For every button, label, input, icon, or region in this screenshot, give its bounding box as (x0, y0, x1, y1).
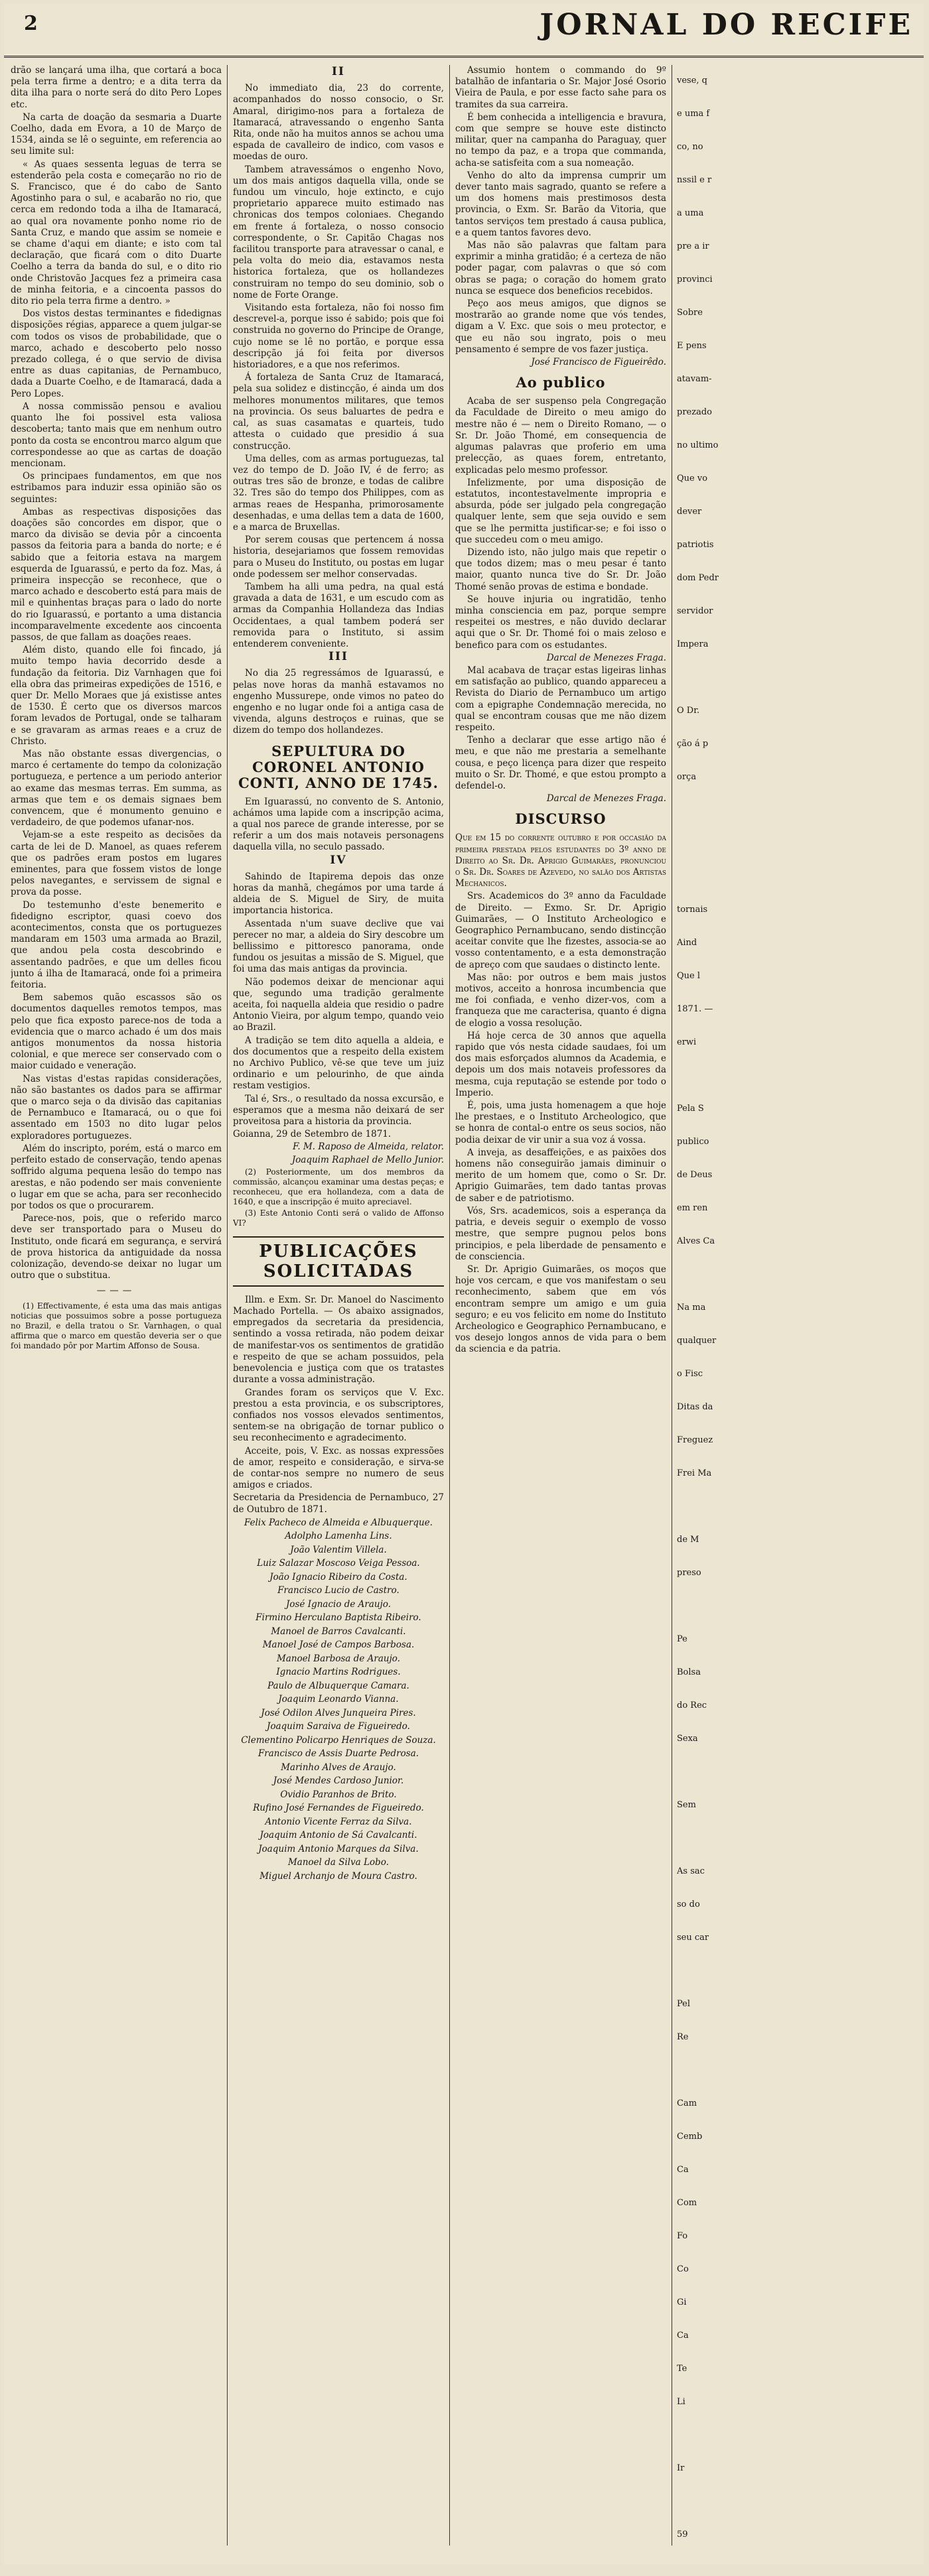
signature: José Francisco de Figueirêdo. (531, 357, 666, 368)
article-paragraph: Que em 15 do corrente outubro e por occasião da primeira prestada pelos estudantes do 3º anno de Direito ao Sr. Dr. Aprigio Guimarães, pronunciou o Sr. Dr. Soares de Azevedo, no salão dos Artistas Mechanicos. (455, 832, 666, 889)
article-paragraph: Dos vistos destas terminantes e fidedignas disposições régias, apparece a quem julgar-se com todos os visos de probabilidade, que o marco, achado e descoberto pelo nosso prezado collega, é o que servio de divisa entre as duas capitanias, de Pernambuco, dada a Duarte Coelho, e de Itamaracá, dada a Pero Lopes. (11, 308, 222, 399)
cropped-text-fragment: Fo (677, 2231, 688, 2241)
signatory-name: Luiz Salazar Moscoso Veiga Pessoa. (257, 1558, 420, 1569)
article-paragraph: Vejam-se a este respeito as decisões da carta de lei de D. Manoel, as quaes referem que os padrões eram postos em lugares eminentes, para que fossem vistos de longe pelos navegantes, e servissem de signal e prova da posse. (11, 830, 222, 898)
section-number: IV (330, 853, 347, 867)
article-paragraph: Assentada n'um suave declive que vai perecer no mar, a aldeia do Siry descobre um bellissimo e pittoresco panorama, onde fundou os jesuitas a missão de S. Miguel, que foi uma das mais antigas da provincia. (233, 918, 444, 975)
article-paragraph: Tambem ha alli uma pedra, na qual está gravada a data de 1631, e um escudo com as armas da Companhia Hollandeza das Indias Occidentaes, a qual tambem poderá ser removida para o Instituto, si assim entenderem conveniente. (233, 581, 444, 649)
section-heading: SEPULTURA DO CORONEL ANTONIO CONTI, ANNO DE 1745. (238, 742, 439, 791)
article-paragraph: Grandes foram os serviços que V. Exc. prestou a esta provincia, e os subscriptores, confiados nos vossos elevados sentimentos, sentem-se na obrigação de tornar publico o seu reconhecimento e agradecimento. (233, 1387, 444, 1444)
cropped-text-fragment: Cemb (677, 2132, 703, 2142)
article-paragraph: Peço aos meus amigos, que dignos se mostrarão ao grande nome que vós tendes, digam a V. Exc. que sois o meu protector, e que eu não sou ingrato, pois o meu pensamento é sempre de vos fazer justiça. (455, 298, 666, 355)
signatory-name: Francisco de Assis Duarte Pedrosa. (257, 1748, 419, 1760)
article-paragraph: No dia 25 regressámos de Iguarassú, e pelas nove horas da manhã estavamos no engenho Mussurepe, onde vimos no pateo do engenho e no lugar onde foi a antiga casa de vivenda, alguns destroços e ruinas, que se dizem do tempo dos hollandezes. (233, 668, 444, 736)
article-paragraph: Acaba de ser suspenso pela Congregação da Faculdade de Direito o meu amigo do mestre não é — nem o Direito Romano, — o Sr. Dr. João Thomé, em consequencia de algumas palavras que proferio em uma prelecção, as quaes forem, entretanto, explicadas pelo mesmo professor. (455, 396, 666, 476)
signatory-name: Joaquim Antonio de Sá Cavalcanti. (259, 1830, 417, 1841)
section-heading: Ao publico (516, 374, 606, 391)
dateline: Goianna, 29 de Setembro de 1871. (233, 1129, 392, 1140)
cropped-text-fragment (677, 2055, 916, 2087)
signatory-name: Joaquim Leonardo Vianna. (278, 1694, 399, 1705)
section-heading: DISCURSO (515, 810, 607, 828)
cropped-text-fragment: de M (677, 1535, 699, 1545)
signatory-name: José Ignacio de Araujo. (286, 1598, 391, 1610)
signatory-name: Joaquim Antonio Marques da Silva. (258, 1843, 419, 1854)
cropped-text-fragment: provinci (677, 275, 713, 285)
signatory-name: João Valentim Villela. (290, 1544, 387, 1555)
column-rule (449, 65, 450, 2545)
article-paragraph: Tenho a declarar que esse artigo não é meu, e que não me prestaria a semelhante cousa, e peço licença para dizer que respeito muito o Sr. Dr. Thomé, e que estou prompto a defendel-o. (455, 735, 666, 791)
column-4-cropped (677, 65, 916, 2553)
cropped-text-fragment: Ir (677, 2463, 685, 2473)
cropped-text-fragment: Li (677, 2397, 685, 2407)
cropped-text-fragment: a uma (677, 208, 704, 218)
cropped-text-fragment (677, 1060, 916, 1092)
article-paragraph: Acceite, pois, V. Exc. as nossas expressões de amor, respeito e consideração, e sirva-se de contar-nos sempre no numero de seus amigos e criados. (233, 1445, 444, 1491)
cropped-text-fragment: de Deus (677, 1170, 713, 1180)
cropped-text-fragment (677, 1955, 916, 1987)
signatory-name: Joaquim Saraiva de Figueiredo. (267, 1721, 410, 1732)
cropped-text-fragment: dom Pedr (677, 573, 719, 583)
newspaper-title: JORNAL DO RECIFE (539, 8, 913, 42)
cropped-text-fragment: so do (677, 1900, 700, 1909)
signatory-name: José Odilon Alves Junqueira Pires. (261, 1707, 416, 1718)
cropped-text-fragment: erwi (677, 1037, 697, 1047)
cropped-text-fragment: no ultimo (677, 440, 719, 450)
article-paragraph: Uma delles, com as armas portuguezas, tal vez do tempo de D. João IV, é de ferro; as outras tres são de bronze, e todas de calibre 32. Tres são do tempo dos Philippes, com as armas reaes de Hespanha, primorosamente desenhadas, e uma dellas tem a data de 1600, e a marca de Bruxellas. (233, 453, 444, 533)
article-paragraph: Venho do alto da imprensa cumprir um dever tanto mais sagrado, quanto se refere a um dos homens mais prestimosos desta provincia, o Exm. Sr. Barão da Vitoria, que tantos serviços tem prestado á causa publica, e a quem tantos favores devo. (455, 170, 666, 238)
signatory-name: Adolpho Lamenha Lins. (285, 1531, 392, 1542)
signatory-name: Marinho Alves de Araujo. (281, 1762, 396, 1773)
cropped-text-fragment: Bolsa (677, 1667, 701, 1677)
cropped-text-fragment: Sobre (677, 308, 703, 318)
signatory-name: José Mendes Cardoso Junior. (273, 1775, 404, 1787)
column-2 (233, 65, 444, 2553)
signatory-name: Antonio Vicente Ferraz da Silva. (265, 1816, 412, 1827)
cropped-text-fragment: Impera (677, 639, 709, 649)
article-paragraph: Á fortaleza de Santa Cruz de Itamaracá, pela sua solidez e distincção, é ainda um dos melhores monumentos militares, que temos na provincia. Os seus baluartes de pedra e cal, as suas casamatas e quarteis, tudo attesta o cuidado que presidio á sua construcção. (233, 372, 444, 452)
article-paragraph: A nossa commissão pensou e avaliou quanto lhe foi possivel esta valiosa descoberta; tanto mais que em nenhum outro ponto da costa se encontrou marco algum que correspondesse ao que as cartas de doação mencionam. (11, 401, 222, 469)
column-rule (227, 65, 228, 2545)
article-paragraph: Srs. Academicos do 3º anno da Faculdade de Direito. — Exmo. Sr. Dr. Aprigio Guimarães, — O Instituto Archeologico e Geographico Pernambucano, sendo distincção aceitar convite que lhe fizestes, associa-se ao vosso contentamento, e a esta demonstração de apreço com que saudaes o distincto lente. (455, 891, 666, 970)
article-paragraph: Há hoje cerca de 30 annos que aquella rapido que vós nesta cidade saudaes, foi um dos mais esforçados alumnos da Academia, e depois um dos mais notaveis professores da mesma, cuja reputação se estende por todo o Imperio. (455, 1030, 666, 1098)
cropped-text-fragment: Pela S (677, 1104, 704, 1114)
cropped-text-fragment: Te (677, 2364, 687, 2374)
cropped-text-fragment: 1871. — (677, 1004, 713, 1014)
cropped-text-fragment (677, 861, 916, 893)
cropped-text-fragment (677, 662, 916, 694)
signature: Darcal de Menezes Fraga. (546, 793, 666, 805)
cropped-text-fragment: Aind (677, 938, 697, 948)
article-paragraph: Visitando esta fortaleza, não foi nosso fim descrevel-a, porque isso é sabido; pois que foi construida no governo do Principe de Orange, cujo nome se lê no portão, e porque essa descripção já foi feita por diversos historiadores, e a que nos referimos. (233, 302, 444, 371)
cropped-text-fragment (677, 795, 916, 826)
article-paragraph: Tambem atravessámos o engenho Novo, um dos mais antigos daquella villa, onde se fundou um vinculo, hoje extincto, e cujo proprietario apparece muito estimado nas chronicas dos tempos coloniaes. Chegando em frente á fortaleza, o nosso consocio correspondente, o Sr. Capitão Chagas nos facilitou transporte para atravessar o canal, e pela volta do meio dia, estavamos nesta historica fortaleza, que os hollandezes construiram no tempo do seu dominio, sob o nome de Forte Orange. (233, 164, 444, 300)
cropped-text-fragment: orça (677, 772, 697, 782)
article-paragraph: Se houve injuria ou ingratidão, tenho minha consciencia em paz, porque sempre respeitei os mestres, e não duvido declarar aqui que o Sr. Dr. Thomé foi o mais zeloso e benefico para com os estudantes. (455, 594, 666, 651)
cropped-text-fragment: tornais (677, 905, 708, 915)
cropped-text-fragment (677, 1590, 916, 1622)
signatory-name: Rufino José Fernandes de Figueiredo. (253, 1803, 424, 1814)
cropped-text-fragment: Co (677, 2264, 689, 2274)
article-paragraph: Em Iguarassú, no convento de S. Antonio, achámos uma lapide com a inscripção acima, a qual nos parece de grande interesse, por se referir a um dos mais notaveis personagens daquella villa, no seculo passado. (233, 796, 444, 853)
signature: F. M. Raposo de Almeida, relator. (293, 1141, 444, 1153)
signatory-name: Ovidio Paranhos de Brito. (280, 1789, 397, 1800)
section-banner: PUBLICAÇÕES SOLICITADAS (233, 1236, 444, 1287)
article-paragraph: A inveja, as desaffeições, e as paixões dos homens não conseguirão jamais diminuir o merito de um homem que, como o Sr. Dr. Aprigio Guimarães, tem dado tantas provas de saber e de patriotismo. (455, 1147, 666, 1204)
cropped-text-fragment: co, no (677, 142, 703, 152)
cropped-text-fragment: Sem (677, 1800, 696, 1810)
article-paragraph: Os principaes fundamentos, em que nos estribamos para induzir essa opinião são os seguintes: (11, 471, 222, 505)
cropped-text-fragment: ção á p (677, 739, 709, 749)
cropped-text-fragment: servidor (677, 606, 713, 616)
cropped-text-fragment: Alves Ca (677, 1236, 715, 1246)
cropped-text-fragment: vese, q (677, 76, 707, 86)
signatory-name: Paulo de Albuquerque Camara. (267, 1680, 409, 1691)
cropped-text-fragment: e uma f (677, 109, 710, 119)
cropped-text-fragment: Ca (677, 2165, 689, 2175)
article-paragraph: Illm. e Exm. Sr. Dr. Manoel do Nascimento Machado Portella. — Os abaixo assignados, empregados da secretaria da presidencia, sentindo a vossa retirada, não podem deixar de manifestar-vos os sentimentos de gratidão e respeito de que se acham possuidos, pela benevolencia e justiça com que os tratastes durante a vossa administração. (233, 1294, 444, 1385)
column-3 (455, 65, 666, 2553)
cropped-text-fragment: 59 (677, 2530, 688, 2540)
cropped-text-fragment: Na ma (677, 1303, 706, 1313)
cropped-text-fragment: Ca (677, 2331, 689, 2341)
signatory-name: Firmino Herculano Baptista Ribeiro. (255, 1612, 421, 1624)
article-paragraph: drão se lançará uma ilha, que cortará a boca pela terra firme a dentro; e a dita terra da dita ilha para o norte será do dito Pero Lopes etc. (11, 65, 222, 110)
cropped-text-fragment: Que vo (677, 474, 708, 483)
article-paragraph: Bem sabemos quão escassos são os documentos daquelles remotos tempos, mas pelo que fica exposto parece-nos de toda a evidencia que o marco achado é um dos mais antigos monumentos da nossa historia colonial, e que merece ser conservado com o maior cuidado e veneração. (11, 992, 222, 1072)
article-paragraph: Vós, Srs. academicos, sois a esperança da patria, e deveis seguir o exemplo de vosso mestre, que sempre pugnou pelos bons principios, e pela liberdade de pensamento e de consciencia. (455, 1205, 666, 1262)
cropped-text-fragment: Sexa (677, 1734, 698, 1744)
article-paragraph: Parece-nos, pois, que o referido marco deve ser transportado para o Museu do Instituto, onde ficará em segurança, e servirá de prova historica da antiguidade da nossa colonização, devendo-se deixar no lugar um outro que o substitua. (11, 1213, 222, 1281)
article-paragraph: É, pois, uma justa homenagem a que hoje lhe prestaes, e o Instituto Archeologico, que se honra de contal-o entre os seus socios, não podia deixar de vir unir a sua voz á vossa. (455, 1100, 666, 1145)
signatory-name: Manoel José de Campos Barbosa. (262, 1640, 415, 1651)
article-paragraph: A tradição se tem dito aquella a aldeia, e dos documentos que a respeito della existem no Archivo Publico, vê-se que teve um juiz ordinario e um pelourinho, de que ainda restam vestigios. (233, 1035, 444, 1092)
cropped-text-fragment: em ren (677, 1203, 708, 1213)
cropped-text-fragment: dever (677, 507, 702, 517)
cropped-text-fragment: nssil e r (677, 175, 712, 185)
article-paragraph: Tal é, Srs., o resultado da nossa excursão, e esperamos que a mesma não deixará de ser proveitosa para a historia da provincia. (233, 1093, 444, 1127)
cropped-text-fragment: preso (677, 1568, 701, 1578)
cropped-text-fragment: Com (677, 2198, 697, 2208)
article-paragraph: Nas vistas d'estas rapidas considerações, não são bastantes os dados para se affirmar que o marco seja o da divisão das capitanias de Pernambuco e Itamaracá, ou o que foi assentado em 1503 no dito lugar pelos exploradores portuguezes. (11, 1073, 222, 1141)
signatory-name: Ignacio Martins Rodrigues. (276, 1667, 401, 1678)
cropped-text-fragment: publico (677, 1137, 709, 1147)
cropped-text-fragment (677, 828, 916, 860)
cropped-text-fragment: do Rec (677, 1701, 707, 1710)
cropped-text-fragment: Ditas da (677, 1402, 713, 1412)
newspaper-page (4, 4, 924, 2564)
cropped-text-fragment: prezado (677, 407, 712, 417)
signatory-name: Francisco Lucio de Castro. (277, 1585, 399, 1596)
article-paragraph: Por serem cousas que pertencem á nossa historia, desejariamos que fossem removidas para o Museu do Instituto, ou postas em lugar onde podessem ser melhor conservadas. (233, 535, 444, 580)
section-number: II (332, 65, 345, 78)
article-paragraph: Sahindo de Itapirema depois das onze horas da manhã, chegámos por uma tarde á aldeia de S. Miguel de Siry, de muita importancia historica. (233, 871, 444, 917)
cropped-text-fragment: atavam- (677, 374, 712, 384)
article-paragraph: Assumio hontem o commando do 9º batalhão de infantaria o Sr. Major José Osorio Vieira de Paula, e por esse facto sahe para os tramites da sua carreira. (455, 65, 666, 110)
article-paragraph: Dizendo isto, não julgo mais que repetir o que todos dizem; mas o meu pesar é tanto maior, quanto nunca tive do Sr. Dr. João Thomé senão provas de estima e bondade. (455, 547, 666, 592)
cropped-text-fragment (677, 2486, 916, 2518)
dateline: Secretaria da Presidencia de Pernambuco, 27 de Outubro de 1871. (233, 1492, 444, 1515)
signatory-name: Manoel de Barros Cavalcanti. (271, 1626, 406, 1637)
signatory-name: Felix Pacheco de Almeida e Albuquerque. (244, 1517, 433, 1528)
signatory-name: Miguel Archanjo de Moura Castro. (259, 1870, 417, 1882)
article-paragraph: Mas não obstante essas divergencias, o marco é certamente do tempo da colonização portugueza, e pertence a um periodo anterior ao exame das mesmas terras. Em summa, as armas que tem e os demais signaes bem convencem, que é monumento genuino e verdadeiro, de que podemos ufanar-nos. (11, 748, 222, 828)
cropped-text-fragment: Frei Ma (677, 1468, 712, 1478)
signatory-name: Manoel da Silva Lobo. (287, 1857, 390, 1868)
footnote: (1) Effectivamente, é esta uma das mais antigas noticias que possuimos sobre a posse portugueza no Brazil, e della tratou o Sr. Varnhagen, o qual affirma que o marco em questão deveria ser o que foi mandado pôr por Martim Affonso de Sousa. (11, 1301, 222, 1350)
footnote: (2) Posteriormente, um dos membros da commissão, alcançou examinar uma destas peças; e reconheceu, que era hollandeza, com a data de 1640, e que a inscripção é muito apreciavel. (233, 1167, 444, 1206)
article-paragraph: Infelizmente, por uma disposição de estatutos, incontestavelmente impropria e absurda, póde ser julgado pela congregação qualquer lente, sem que seja ouvido e sem que se lhe permitta justificar-se; e foi isso o que succedeu com o meu amigo. (455, 477, 666, 545)
cropped-text-fragment (677, 1823, 916, 1854)
article-paragraph: No immediato dia, 23 do corrente, acompanhados do nosso consocio, o Sr. Amaral, dirigimo-nos para a fortaleza de Itamaracá, atravessando o engenho Santa Rita, onde não ha muitos annos se achou uma espada de cavalleiro de indico, com vasos e moedas de ouro. (233, 83, 444, 162)
divider: ——— (96, 1285, 136, 1297)
article-paragraph: É bem conhecida a intelligencia e bravura, com que sempre se houve este distincto militar, quer na campanha do Paraguay, quer no tempo da paz, e a tropa que commanda, acha-se satisfeita com a sua nomeação. (455, 111, 666, 168)
signatory-list (233, 1517, 444, 1883)
cropped-text-fragment (677, 1491, 916, 1523)
masthead (4, 4, 924, 58)
signatory-name: Manoel Barbosa de Araujo. (277, 1653, 400, 1664)
cropped-text-fragment: O Dr. (677, 706, 700, 716)
cropped-text-fragment: Que l (677, 971, 701, 981)
cropped-text-fragment: qualquer (677, 1336, 717, 1346)
page-number: 2 (24, 12, 38, 35)
cropped-text-fragment: seu car (677, 1933, 709, 1943)
article-paragraph: Mas não: por outros e bem mais justos motivos, acceito a honrosa incumbencia que me foi confiada, e venho dizer-vos, com a franqueza que me caracterisa, quanto é digna de elogio a vossa resolução. (455, 972, 666, 1029)
article-paragraph: Não podemos deixar de mencionar aqui que, segundo uma tradição geralmente aceita, foi naquella aldeia que residio o padre Antonio Vieira, por algum tempo, quando veio ao Brazil. (233, 976, 444, 1033)
cropped-text-fragment (677, 1756, 916, 1788)
cropped-text-fragment: Pel (677, 1999, 691, 2009)
cropped-text-fragment: Re (677, 2032, 689, 2042)
article-paragraph: Mas não são palavras que faltam para exprimir a minha gratidão; é a certeza de não poder pagar, com palavras o que só com obras se paga; o coração do homem grato nunca se esquece dos beneficios recebidos. (455, 240, 666, 296)
article-paragraph: Além disto, quando elle foi fincado, já muito tempo havia decorrido desde a fundação da feitoria. Diz Varnhagen que foi ella obra das primeiras expedições de 1516, e quer Dr. Mello Moraes que já existisse antes de 1530. É certo que os diversos marcos foram levados de Portugal, onde se talharam e se gravaram as armas reaes e a cruz de Christo. (11, 645, 222, 747)
cropped-text-fragment: As sac (677, 1866, 705, 1876)
column-1 (11, 65, 222, 2553)
signatory-name: Clementino Policarpo Henriques de Souza. (241, 1734, 436, 1746)
cropped-text-fragment: Freguez (677, 1435, 713, 1445)
cropped-text-fragment: patriotis (677, 540, 714, 550)
article-paragraph: Além do inscripto, porém, está o marco em perfeito estado de conservação, tendo apenas soffrido alguma pequena lesão do tempo nas arestas, e não podendo ser mais conveniente o lugar em que se acha, para ser reconhecido por todos os que o procurarem. (11, 1143, 222, 1211)
signature: Joaquim Raphael de Mello Junior. (291, 1154, 444, 1165)
article-paragraph: Sr. Dr. Aprigio Guimarães, os moços que hoje vos cercam, e que vos manifestam o seu reconhecimento, sabem que em vós encontram sempre um amigo e um guia seguro; e eu vos felicito em nome do Instituto Archeologico e Geographico Pernambucano, e vos desejo longos annos de vida para o bem da sciencia e da patria. (455, 1263, 666, 1355)
cropped-text-fragment: pre a ir (677, 241, 709, 251)
signature: Darcal de Menezes Fraga. (546, 652, 666, 663)
cropped-text-fragment: E pens (677, 341, 707, 351)
cropped-text-fragment (677, 2419, 916, 2451)
article-paragraph: Ambas as respectivas disposições das doações são concordes em dispor, que o marco da divisão se devia pôr a cincoenta passos da feitoria para a banda do norte; e é sabido que a feitoria estava na margem esquerda de Iguarassú, e perto da foz. Mas, á primeira inspecção se reconhece, que o marco achado e descoberto está para mais de mil e quinhentas braças para o lado do norte do rio Iguarassú, e portanto a uma distancia incomparavelmente excedente aos cincoenta passos, de que fallam as doações reaes. (11, 506, 222, 643)
cropped-text-fragment: Pe (677, 1634, 687, 1644)
article-paragraph: Do testemunho d'este benemerito e fidedigno escriptor, quasi coevo dos acontecimentos, consta que os portuguezes mandaram em 1503 uma armada ao Brazil, que andou pela costa descobrindo e assentando padrões, e que um delles ficou junto á ilha de Itamaracá, onde foi a primeira feitoria. (11, 899, 222, 991)
cropped-text-fragment: o Fisc (677, 1369, 703, 1379)
article-paragraph: Na carta de doação da sesmaria a Duarte Coelho, dada em Evora, a 10 de Março de 1534, ainda se lê o seguinte, em referencia ao seu limite sul: (11, 111, 222, 157)
signatory-name: João Ignacio Ribeiro da Costa. (269, 1571, 407, 1582)
section-number: III (328, 650, 348, 664)
cropped-text-fragment (677, 1259, 916, 1291)
article-paragraph: « As quaes sessenta leguas de terra se estenderão pela costa e começarão no rio de S. Francisco, que é do cabo de Santo Agostinho para o sul, e acabarão no rio, que cerca em redondo toda a ilha de Itamaracá, ao qual ora novamente ponho nome rio de Santa Cruz, e mando que assim se nomeie e se chame d'aqui em diante; e isto com tal declaração, que ficará com o dito Duarte Coelho a terra da banda do sul, e o dito rio onde Christovão Jacques fez a primeira casa de minha feitoria, e a cincoenta passos do dito rio pela terra firme a dentro. » (11, 159, 222, 307)
footnote: (3) Este Antonio Conti será o valido de Affonso VI? (233, 1208, 444, 1228)
article-paragraph: Mal acabava de traçar estas ligeiras linhas em satisfação ao publico, quando appareceu a Revista do Diario de Pernambuco um artigo com a epigraphe Condemnação merecida, no qual se encontram cousas que me não dizem respeito. (455, 665, 666, 733)
cropped-text-fragment: Cam (677, 2098, 697, 2108)
cropped-text-fragment: Gi (677, 2297, 687, 2307)
